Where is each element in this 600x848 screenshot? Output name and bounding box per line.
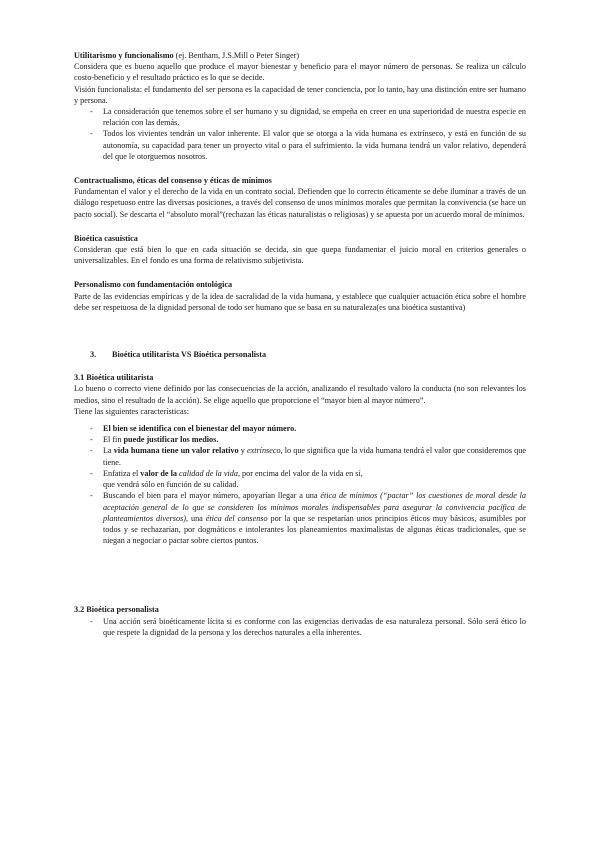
char-item-2-a: El fin xyxy=(103,435,124,445)
document-content xyxy=(74,50,526,638)
char-item-4-c: calidad de la vida xyxy=(179,468,238,478)
char-item-3-e: , lo que significa que la vida humana tendrá el valor que consideremos que tiene. xyxy=(103,446,527,467)
char-item-5-e: por la que se respetarían unos principios éticos muy básicos, asumibles por todos y se rechazarían, por dogmáticos e intolerantes los planeamientos maximalistas de algunas éticas tradicionales, que se niegan a negociar o pactar sobre ciertos puntos. xyxy=(103,513,526,546)
char-item-2-b: puede justificar los medios. xyxy=(123,435,219,445)
section3-title: Bioética utilitarista VS Bioética personalista xyxy=(112,350,267,360)
char-item-4-b: valor de la xyxy=(140,468,180,478)
char-item-3-a: La xyxy=(103,446,114,456)
subsection31-para: Lo bueno o correcto viene definido por las consecuencias de la acción, analizando el resultado valoro la conducta (no son relevantes los medios, sino el resultado de la acción). Se elige aquello que proporcione el “mayor bien al mayor número”. xyxy=(74,384,526,405)
util-title-line xyxy=(74,50,526,61)
personalism-para: Parte de las evidencias empíricas y de la idea de sacralidad de la vida humana, y establece que cualquier actuación ética sobre el hombre debe ser respetuosa de la dignidad personal de todo ser humano que se basa en su naturaleza(es una bioética sustantiva) xyxy=(74,291,526,312)
char-item-3 xyxy=(74,445,526,467)
util-list-item: - Todos los vivientes tendrán un valor inherente. El valor que se otorga a la vida humana es extrínseco, y está en función de su autonomía, su capacidad para tener un proyecto vital o para el sufrimiento. la vida humana tendrá un valor relativo, dependerá del que le otorguemos nosotros. xyxy=(74,128,526,162)
util-list-item: - La consideración que tenemos sobre el ser humano y su dignidad, se empeña en creer en una superioridad de nuestra especie en relación con las demás. xyxy=(74,106,526,128)
section3-heading xyxy=(74,349,526,360)
char-item-1-text: El bien se identifica con el bienestar del mayor número. xyxy=(103,424,297,434)
char-item-5-b: ética de mínimos (“pactar” los cuestiones de moral desde la aceptación general de lo que se consideren los mínimos morales indispensables para asegurar la convivencia pacífica de planteamientos diversos) xyxy=(103,491,526,523)
char-item-1 xyxy=(74,423,526,434)
subsection32-heading: 3.2 Bioética personalista xyxy=(74,605,159,615)
char-item-5-a: Buscando el bien para el mayor número, apoyarían llegar a una xyxy=(103,491,321,501)
util-para1: Considera que es bueno aquello que produce el mayor bienestar y beneficio para el mayor número de personas. Se realiza un cálculo costo-beneficio y el resultado práctico es lo que se decide. xyxy=(74,62,526,83)
section3-number: 3. xyxy=(90,350,97,360)
char-item-3-d: extrínseco xyxy=(246,446,281,456)
char-item-2 xyxy=(74,434,526,445)
personalism-heading: Personalismo con fundamentación ontológica xyxy=(74,280,233,290)
casuistic-heading: Bioética casuística xyxy=(74,233,138,243)
util-list xyxy=(74,106,526,162)
char-item-5-d: ética del consenso xyxy=(205,513,268,523)
contract-para: Fundamentan el valor y el derecho de la vida en un contrato social. Defienden que lo correcto éticamente se debe iluminar a través de un diálogo respetuoso entre las diversas posiciones, a través del consenso de unos mínimos morales que permitan la convivencia (se hace un pacto social). Se descarta el “absoluto moral”(rechazan las éticas naturalistas o religiosas) y se apuesta por un acuerdo moral de mínimos. xyxy=(74,187,526,219)
subsection31-heading: 3.1 Bioética utilitarista xyxy=(74,373,154,383)
char-item-3-b: vida humana tiene un valor relativo xyxy=(113,446,239,456)
personalist-item: - Una acción será bioéticamente lícita si es conforme con las exigencias derivadas de esa naturaleza personal. Sólo será ético lo que respete la dignidad de la persona y los derechos naturales a ella inherentes. xyxy=(74,616,526,638)
char-item-4-e: que vendrá sólo en función de su calidad. xyxy=(103,480,239,490)
char-item-4-a: Enfatiza el xyxy=(103,468,141,478)
personalist-list xyxy=(74,616,526,638)
util-heading-note: (ej. Bentham, J.S.Mill o Peter Singer) xyxy=(175,51,300,60)
contract-heading: Contractualismo, éticas del consenso y éticas de mínimos xyxy=(74,176,272,186)
char-item-5 xyxy=(74,490,526,546)
util-heading: Utilitarismo y funcionalismo xyxy=(74,51,174,60)
characteristics-list xyxy=(74,423,526,546)
char-item-5-c: , una xyxy=(186,513,206,523)
char-item-3-c: y xyxy=(238,446,247,456)
char-item-4 xyxy=(74,468,526,490)
casuistic-para: Consideran que está bien lo que en cada situación se decida, sin que quepa fundamentar el juicio moral en criterios generales o universalizables. En el fondo es una forma de relativismo subjetivista. xyxy=(74,245,526,266)
util-para2: Visión funcionalista: el fundamento del ser persona es la capacidad de tener conciencia, por lo tanto, hay una distinción entre ser humano y persona. xyxy=(74,84,526,105)
char-item-4-d: , por encima del valor de la vida en sí, xyxy=(237,468,363,478)
subsection31-intro: Tiene las siguientes características: xyxy=(74,406,189,416)
